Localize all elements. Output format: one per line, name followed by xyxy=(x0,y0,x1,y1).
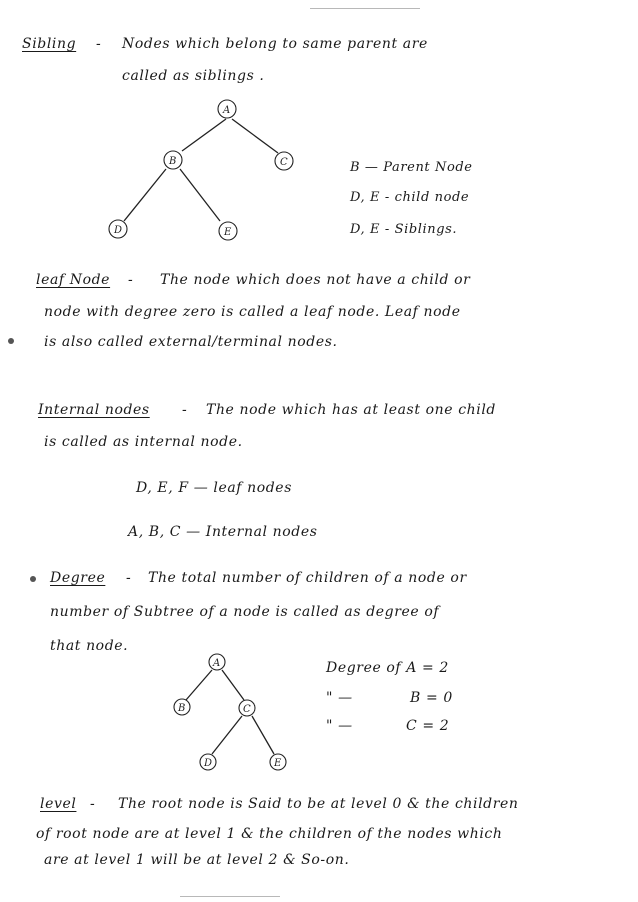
degree-ditto-b: " — xyxy=(326,690,353,706)
top-edge-rule xyxy=(310,8,420,9)
internal-example-leaf: D, E, F — leaf nodes xyxy=(136,480,292,496)
sibling-term: Sibling xyxy=(22,36,77,52)
tree-node-d-label: D xyxy=(204,758,213,769)
degree-term: Degree xyxy=(50,570,106,586)
tree-node-e-label: E xyxy=(274,758,282,769)
leaf-definition-line1: The node which does not have a child or xyxy=(160,272,471,288)
tree-node-e-label: E xyxy=(224,227,232,238)
degree-dash: - xyxy=(126,570,132,586)
sibling-definition-line2: called as siblings . xyxy=(122,68,265,84)
tree-node-d-label: D xyxy=(114,225,123,236)
edge-b-d xyxy=(124,169,166,221)
sibling-legend-child: D, E - child node xyxy=(350,190,470,205)
degree-tree-diagram xyxy=(160,650,310,775)
margin-dot xyxy=(8,338,14,344)
degree-value-a: Degree of A = 2 xyxy=(326,660,449,676)
degree-definition-line3: that node. xyxy=(50,638,129,654)
tree-node-b-label: B xyxy=(178,703,186,714)
level-definition-line2: of root node are at level 1 & the children of the nodes which xyxy=(36,826,503,842)
edge-c-e xyxy=(252,716,274,754)
sibling-tree-diagram xyxy=(100,95,310,245)
degree-ditto-c: " — xyxy=(326,718,353,734)
degree-bullet xyxy=(30,576,36,582)
leaf-term: leaf Node xyxy=(36,272,111,288)
level-dash: - xyxy=(90,796,96,812)
level-definition-line3: are at level 1 will be at level 2 & So-on. xyxy=(44,852,350,868)
degree-definition-line2: number of Subtree of a node is called as degree of xyxy=(50,604,440,620)
edge-a-c xyxy=(232,119,278,153)
edge-a-c xyxy=(222,670,244,700)
edge-b-e xyxy=(180,169,220,221)
degree-value-b: B = 0 xyxy=(410,690,453,706)
internal-term: Internal nodes xyxy=(38,402,150,418)
sibling-dash: - xyxy=(96,36,102,52)
sibling-legend-siblings: D, E - Siblings. xyxy=(350,222,458,237)
leaf-definition-line3: is also called external/terminal nodes. xyxy=(44,334,338,350)
internal-definition-line1: The node which has at least one child xyxy=(206,402,496,418)
tree-node-a-label: A xyxy=(213,658,221,669)
internal-example-internal: A, B, C — Internal nodes xyxy=(128,524,318,540)
tree-node-b-label: B xyxy=(169,156,177,167)
tree-node-c-label: C xyxy=(243,704,251,715)
sibling-legend-parent: B — Parent Node xyxy=(350,160,473,175)
leaf-definition-line2: node with degree zero is called a leaf node. Leaf node xyxy=(44,304,461,320)
tree-node-a-label: A xyxy=(223,105,231,116)
level-definition-line1: The root node is Said to be at level 0 & the children xyxy=(118,796,519,812)
leaf-dash: - xyxy=(128,272,134,288)
edge-a-b xyxy=(186,670,212,700)
internal-definition-line2: is called as internal node. xyxy=(44,434,243,450)
level-term: level xyxy=(40,796,77,812)
tree-node-c-label: C xyxy=(280,157,288,168)
sibling-definition-line1: Nodes which belong to same parent are xyxy=(122,36,428,52)
bottom-edge-rule xyxy=(180,896,280,897)
internal-dash: - xyxy=(182,402,188,418)
degree-definition-line1: The total number of children of a node or xyxy=(148,570,467,586)
degree-value-c: C = 2 xyxy=(406,718,450,734)
edge-c-d xyxy=(212,716,242,754)
edge-a-b xyxy=(182,119,226,151)
